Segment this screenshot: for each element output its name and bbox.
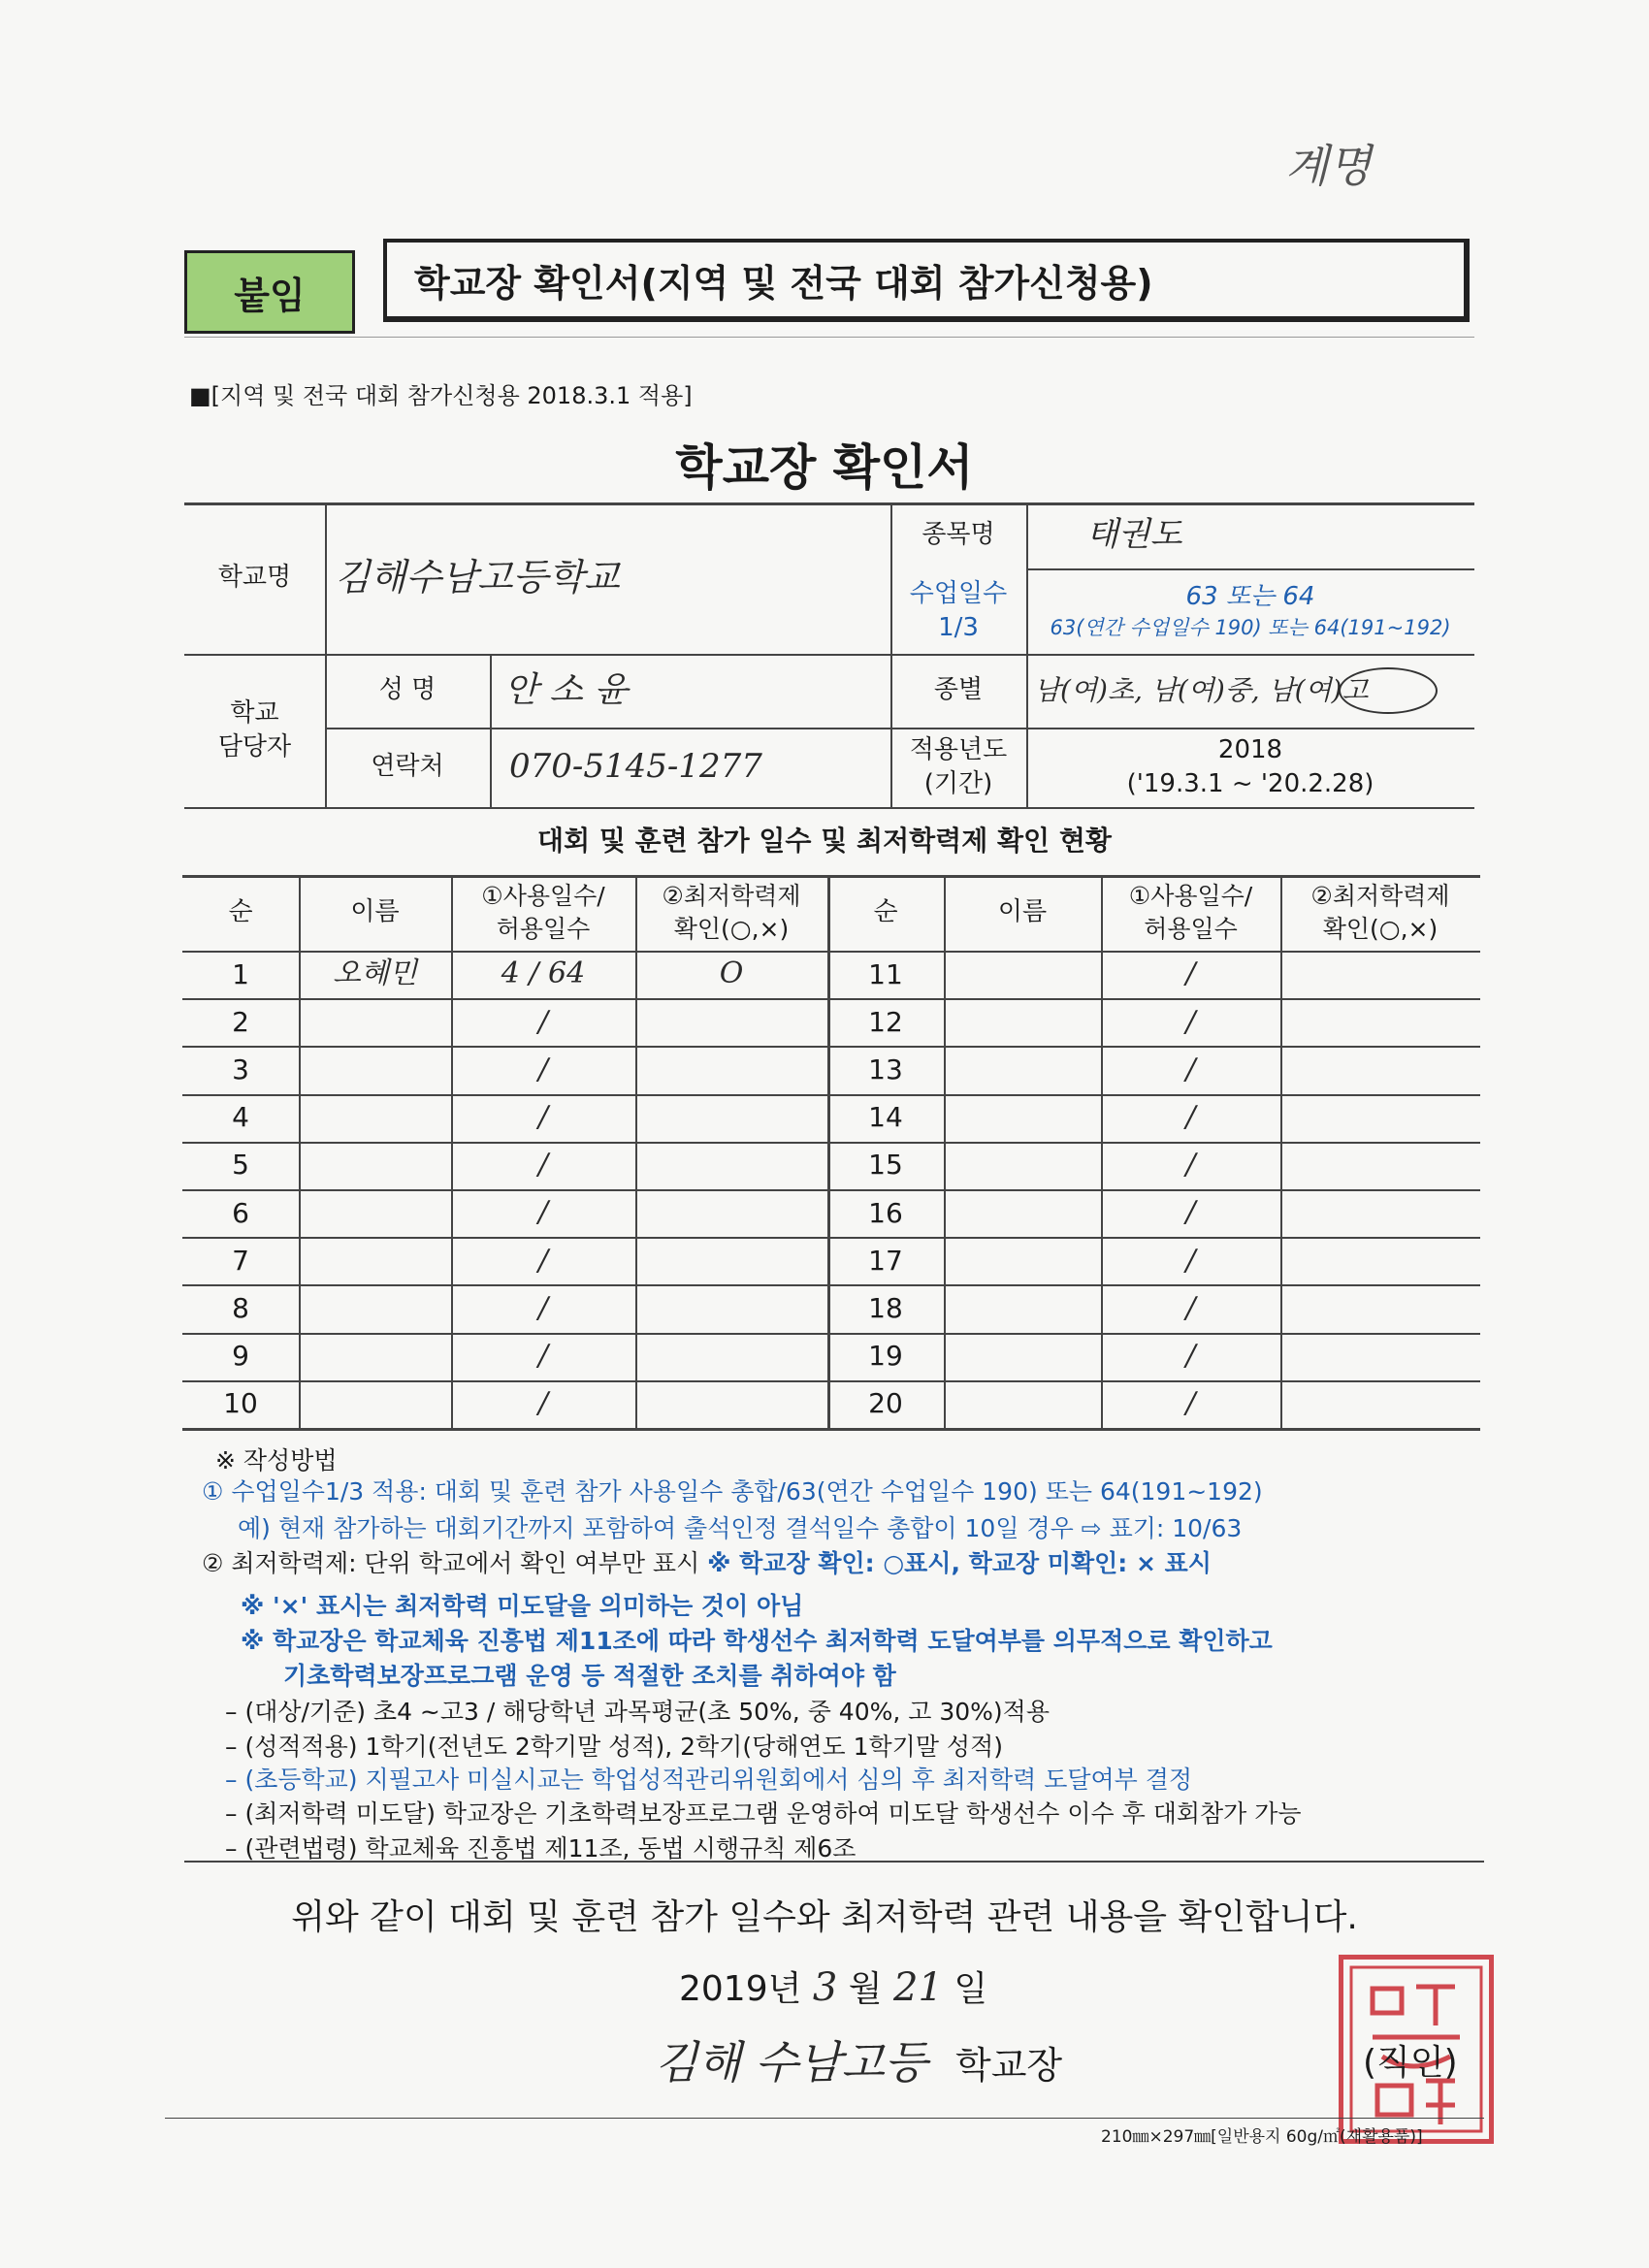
- row-name-right: [944, 951, 1101, 998]
- col-header-min-right-line2: 확인(○,×): [1322, 915, 1439, 943]
- row-days-right: /: [1185, 1290, 1196, 1325]
- school-signature: 김해 수남고등: [655, 2036, 928, 2089]
- name-label: 성 명: [378, 675, 436, 705]
- row-no-right: 17: [868, 1244, 903, 1277]
- note-2b: ※ '×' 표시는 최저학력 미도달을 의미하는 것이 아님: [241, 1592, 804, 1620]
- doc-title: 학교장 확인서: [675, 439, 974, 496]
- col-header-no: 순: [228, 897, 253, 927]
- row-days: /: [537, 1148, 549, 1183]
- note-b3: – (초등학교) 지필고사 미실시교는 학업성적관리위원회에서 심의 후 최저학력 도달여부 결정: [225, 1766, 1193, 1794]
- col-header-min-right-line1: ②최저학력제: [1310, 882, 1450, 911]
- confirm-date: [679, 1961, 987, 2011]
- row-days: /: [537, 1290, 549, 1325]
- row-name: [299, 1046, 451, 1093]
- status-title: 대회 및 훈련 참가 일수 및 최저학력제 확인 현황: [537, 825, 1112, 857]
- year-value-line2: ('19.3.1 ~ '20.2.28): [1126, 769, 1374, 798]
- row-no-right: 14: [868, 1101, 903, 1134]
- row-days-right: /: [1185, 1195, 1196, 1230]
- row-no: 2: [232, 1005, 249, 1038]
- row-name: [299, 1094, 451, 1142]
- note-2d: 기초학력보장프로그램 운영 등 적절한 조치를 취하여야 함: [283, 1662, 896, 1690]
- row-no-right: 19: [868, 1340, 903, 1373]
- row-name: [299, 1142, 451, 1189]
- row-days: /: [537, 1338, 549, 1373]
- row-no: 4: [232, 1101, 249, 1134]
- row-days: /: [537, 1004, 549, 1039]
- type-value: 남(여)초, 남(여)중, 남(여)고: [1034, 674, 1369, 707]
- row-name: [299, 1380, 451, 1428]
- row-no-right: 15: [868, 1149, 903, 1182]
- note-b4: – (최저학력 미도달) 학교장은 기초학력보장프로그램 운영하여 미도달 학생선수 이수 후 대회참가 가능: [225, 1799, 1302, 1828]
- row-min: [635, 1284, 827, 1332]
- row-days: /: [537, 1052, 549, 1086]
- row-name-right: [944, 1333, 1101, 1380]
- applies-note: ■[지역 및 전국 대회 참가신청용 2018.3.1 적용]: [189, 382, 693, 409]
- confirm-day: 21: [893, 1965, 943, 2010]
- row-min: [635, 1094, 827, 1142]
- row-name-right: [944, 1046, 1101, 1093]
- row-name-right: [944, 1142, 1101, 1189]
- col-header-days-right-line1: ①사용일수/: [1128, 882, 1253, 911]
- staff-label: [184, 654, 325, 807]
- year-label-line1: 적용년도: [909, 734, 1008, 764]
- row-min: [635, 1237, 827, 1284]
- note-1b: 예) 현재 참가하는 대회기간까지 포함하여 출석인정 결석일수 총합이 10일 경우 ⇨ 표기: 10/63: [238, 1514, 1243, 1542]
- row-days-right: /: [1185, 1338, 1196, 1373]
- row-no: 8: [232, 1292, 249, 1325]
- row-no-right: 13: [868, 1053, 903, 1086]
- row-min-right: [1280, 1284, 1480, 1332]
- confirm-statement: 위와 같이 대회 및 훈련 참가 일수와 최저학력 관련 내용을 확인합니다.: [291, 1897, 1358, 1937]
- form-title: 학교장 확인서(지역 및 전국 대회 참가신청용): [383, 239, 1470, 322]
- row-no: 10: [223, 1387, 258, 1420]
- name-value: 안 소 윤: [504, 669, 629, 710]
- row-no: 9: [232, 1340, 249, 1373]
- col-header-min: [635, 875, 827, 951]
- row-days-right: /: [1185, 1243, 1196, 1278]
- class-days-value-line2: 63(연간 수업일수 190) 또는 64(191~192): [1050, 616, 1451, 640]
- col-header-name: 이름: [350, 897, 400, 927]
- row-name-right: [944, 1094, 1101, 1142]
- footer-spec: 210㎜×297㎜[일반용지 60g/㎡(재활용품)]: [1101, 2127, 1423, 2147]
- row-min: [635, 998, 827, 1046]
- principal-label: 학교장: [955, 2044, 1063, 2087]
- attachment-label: 붙임: [184, 250, 355, 334]
- event-value: 태권도: [1086, 515, 1182, 555]
- class-days-label: [890, 568, 1026, 654]
- row-name-right: [944, 1237, 1101, 1284]
- confirm-year: 2019년: [679, 1969, 802, 2009]
- row-name: [299, 1237, 451, 1284]
- row-days: /: [537, 1099, 549, 1134]
- note-2a-mark: ※ 학교장 확인: ○표시, 학교장 미확인: × 표시: [707, 1549, 1212, 1577]
- row-no-right: 12: [868, 1005, 903, 1038]
- row-days-right: /: [1185, 956, 1196, 991]
- selected-type-circle: [1339, 667, 1438, 714]
- col-header-min-right: [1280, 875, 1480, 951]
- row-days-right: /: [1185, 1099, 1196, 1134]
- class-days-value: [1026, 568, 1474, 654]
- note-b2: – (성적적용) 1학기(전년도 2학기말 성적), 2학기(당해연도 1학기말 성적): [225, 1733, 1003, 1761]
- row-days: /: [537, 1386, 549, 1421]
- event-label: 종목명: [922, 520, 995, 550]
- school-value: 김해수남고등학교: [335, 556, 620, 599]
- row-days-right: /: [1185, 1052, 1196, 1086]
- contact-value: 070-5145-1277: [509, 747, 762, 787]
- staff-label-line1: 학교: [230, 697, 279, 728]
- note-2c: ※ 학교장은 학교체육 진흥법 제11조에 따라 학생선수 최저학력 도달여부를 의무적으로 확인하고: [241, 1627, 1273, 1655]
- row-min-right: [1280, 1142, 1480, 1189]
- col-header-days-line1: ①사용일수/: [481, 882, 605, 911]
- notes-heading: ※ 작성방법: [215, 1446, 338, 1474]
- row-days: /: [537, 1195, 549, 1230]
- row-min-right: [1280, 1333, 1480, 1380]
- row-no: 5: [232, 1149, 249, 1182]
- row-days-right: /: [1185, 1386, 1196, 1421]
- row-min: O: [719, 956, 744, 991]
- col-header-days-line2: 허용일수: [496, 915, 591, 943]
- row-min: [635, 1333, 827, 1380]
- row-no: 7: [232, 1244, 249, 1277]
- school-label: 학교명: [217, 563, 292, 593]
- row-no: 3: [232, 1053, 249, 1086]
- row-min-right: [1280, 1046, 1480, 1093]
- row-name-right: [944, 998, 1101, 1046]
- row-min: [635, 1046, 827, 1093]
- year-label-line2: (기간): [923, 769, 993, 798]
- type-label: 종별: [933, 675, 984, 705]
- col-header-days: [451, 875, 635, 951]
- col-header-min-line1: ②최저학력제: [662, 882, 801, 911]
- note-b5: – (관련법령) 학교체육 진흥법 제11조, 동법 시행규칙 제6조: [225, 1834, 857, 1863]
- handwritten-note: 계명: [1285, 140, 1372, 192]
- row-min-right: [1280, 951, 1480, 998]
- row-days: 4 / 64: [501, 956, 586, 991]
- confirm-day-unit: 일: [954, 1969, 988, 2009]
- contact-label: 연락처: [371, 752, 444, 782]
- col-header-name-right: 이름: [997, 897, 1048, 927]
- row-no: 1: [232, 957, 249, 990]
- row-no: 6: [232, 1196, 249, 1229]
- row-name-right: [944, 1380, 1101, 1428]
- row-min-right: [1280, 1189, 1480, 1237]
- row-min: [635, 1380, 827, 1428]
- confirm-month: 3: [812, 1965, 838, 2010]
- row-no-right: 16: [868, 1196, 903, 1229]
- row-no-right: 18: [868, 1292, 903, 1325]
- row-no-right: 20: [868, 1387, 903, 1420]
- year-value-line1: 2018: [1217, 734, 1283, 764]
- row-min-right: [1280, 1380, 1480, 1428]
- row-min: [635, 1142, 827, 1189]
- row-min-right: [1280, 1237, 1480, 1284]
- row-min-right: [1280, 1094, 1480, 1142]
- confirm-month-unit: 월: [848, 1969, 883, 2009]
- col-header-min-line2: 확인(○,×): [673, 915, 790, 943]
- col-header-days-right: [1101, 875, 1280, 951]
- col-header-days-right-line2: 허용일수: [1144, 915, 1238, 943]
- class-days-label-line1: 수업일수: [909, 578, 1008, 608]
- row-name: 오혜민: [333, 956, 417, 991]
- note-1a: ① 수업일수1/3 적용: 대회 및 훈련 참가 사용일수 총합/63(연간 수업일수 190) 또는 64(191~192): [202, 1477, 1263, 1506]
- row-min: [635, 1189, 827, 1237]
- row-name: [299, 1284, 451, 1332]
- row-name: [299, 1189, 451, 1237]
- seal-label: (직인): [1363, 2043, 1458, 2083]
- class-days-label-line2: 1/3: [938, 613, 979, 642]
- row-no-right: 11: [868, 957, 903, 990]
- row-days-right: /: [1185, 1004, 1196, 1039]
- row-name-right: [944, 1284, 1101, 1332]
- note-2a: [202, 1544, 1212, 1579]
- class-days-value-line1: 63 또는 64: [1185, 582, 1315, 612]
- row-min-right: [1280, 998, 1480, 1046]
- year-label: [890, 728, 1026, 807]
- staff-label-line2: 담당자: [217, 732, 292, 761]
- note-b1: – (대상/기준) 초4 ~고3 / 해당학년 과목평균(초 50%, 중 40%, 고 30%)적용: [225, 1698, 1050, 1726]
- note-2a-text: ② 최저학력제: 단위 학교에서 확인 여부만 표시: [202, 1549, 708, 1577]
- row-days-right: /: [1185, 1148, 1196, 1183]
- year-value: [1026, 728, 1474, 807]
- row-days: /: [537, 1243, 549, 1278]
- row-name: [299, 998, 451, 1046]
- col-header-no-right: 순: [873, 897, 898, 927]
- row-name: [299, 1333, 451, 1380]
- row-name-right: [944, 1189, 1101, 1237]
